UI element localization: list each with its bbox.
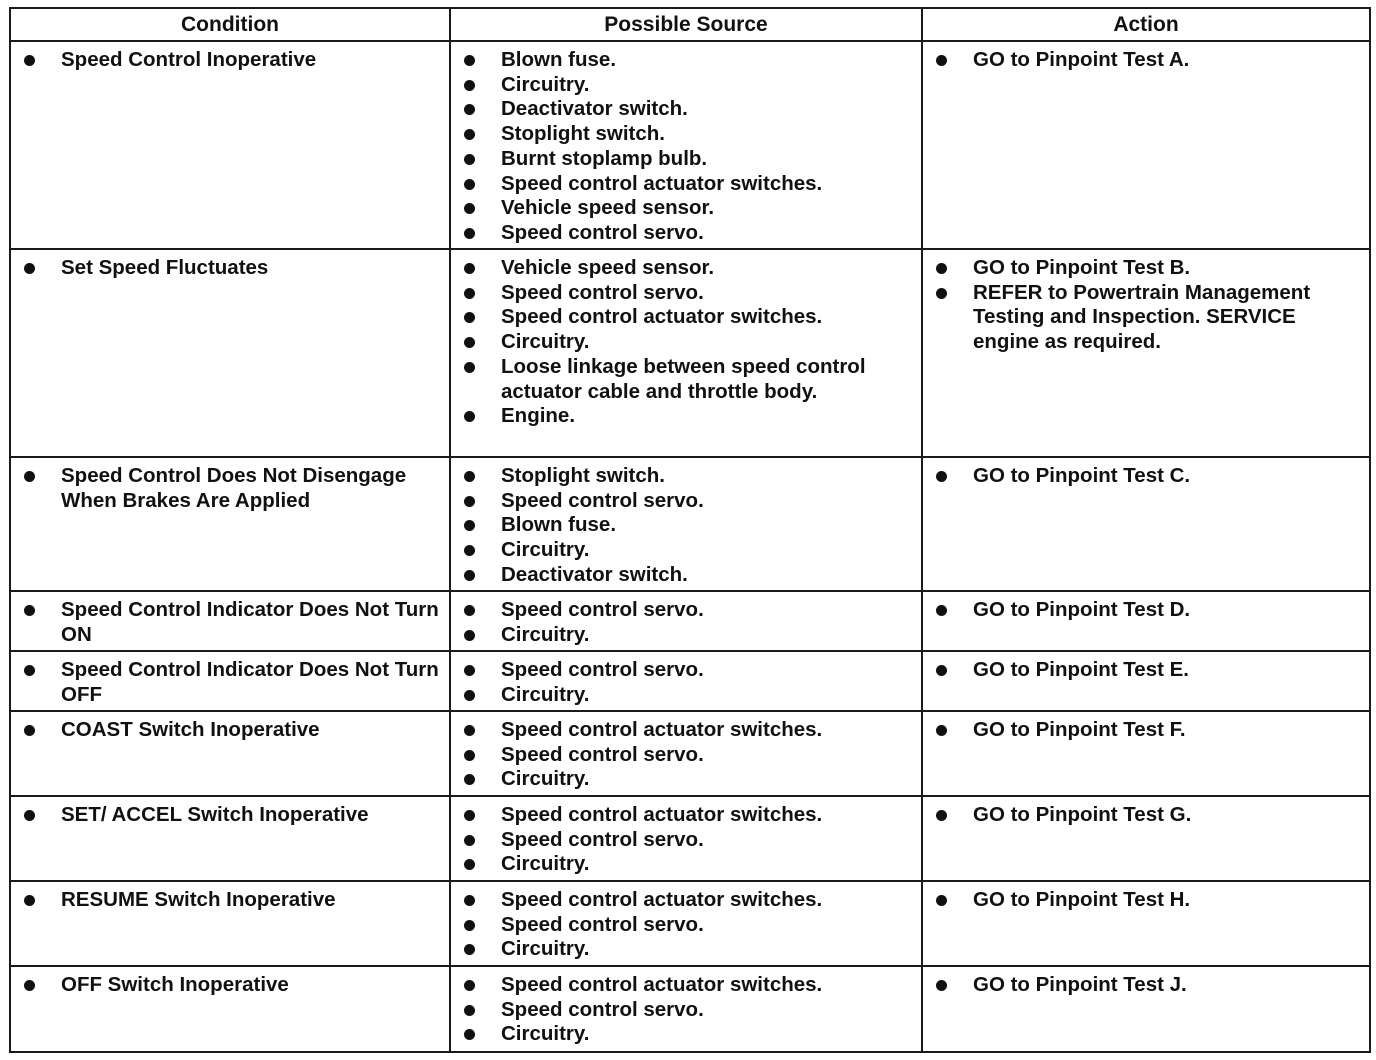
source-item: Deactivator switch.: [461, 563, 917, 588]
source-item: Engine.: [461, 404, 917, 429]
source-item: Speed control actuator switches.: [461, 305, 917, 330]
action-item: GO to Pinpoint Test J.: [933, 973, 1365, 998]
action-cell: [922, 591, 1370, 651]
table-row: [10, 881, 1370, 966]
bullet-list: [933, 888, 1365, 913]
source-item: Speed control actuator switches.: [461, 973, 917, 998]
source-item: Speed control servo.: [461, 743, 917, 768]
action-cell: [922, 651, 1370, 711]
bullet-list: [21, 888, 445, 913]
source-item: Blown fuse.: [461, 513, 917, 538]
source-item: Blown fuse.: [461, 48, 917, 73]
condition-cell: [10, 41, 450, 249]
header-action: Action: [922, 8, 1370, 41]
action-item: GO to Pinpoint Test H.: [933, 888, 1365, 913]
source-item: Circuitry.: [461, 937, 917, 962]
bullet-list: [933, 718, 1365, 743]
source-item: Speed control servo.: [461, 281, 917, 306]
bullet-list: [933, 48, 1365, 73]
table-row: [10, 41, 1370, 249]
condition-cell: [10, 966, 450, 1052]
possible-source-cell: [450, 249, 922, 457]
possible-source-cell: [450, 711, 922, 796]
condition-item: Set Speed Fluctuates: [21, 256, 445, 281]
condition-item: RESUME Switch Inoperative: [21, 888, 445, 913]
bullet-list: [933, 803, 1365, 828]
bullet-list: [461, 256, 917, 429]
source-item: Stoplight switch.: [461, 464, 917, 489]
source-item: Circuitry.: [461, 73, 917, 98]
source-item: Speed control servo.: [461, 913, 917, 938]
action-item: REFER to Powertrain Management Testing and Inspection. SERVICE engine as required.: [933, 281, 1365, 355]
table-row: [10, 249, 1370, 457]
condition-cell: [10, 881, 450, 966]
action-cell: [922, 41, 1370, 249]
table-row: [10, 966, 1370, 1052]
bullet-list: [21, 48, 445, 73]
table-row: [10, 651, 1370, 711]
action-item: GO to Pinpoint Test B.: [933, 256, 1365, 281]
source-item: Speed control actuator switches.: [461, 718, 917, 743]
bullet-list: [461, 598, 917, 647]
action-item: GO to Pinpoint Test G.: [933, 803, 1365, 828]
action-item: GO to Pinpoint Test A.: [933, 48, 1365, 73]
bullet-list: [21, 464, 445, 513]
source-item: Deactivator switch.: [461, 97, 917, 122]
source-item: Circuitry.: [461, 767, 917, 792]
condition-cell: [10, 796, 450, 881]
action-item: GO to Pinpoint Test D.: [933, 598, 1365, 623]
bullet-list: [933, 598, 1365, 623]
action-item: GO to Pinpoint Test F.: [933, 718, 1365, 743]
possible-source-cell: [450, 881, 922, 966]
condition-cell: [10, 711, 450, 796]
source-item: Circuitry.: [461, 683, 917, 708]
condition-cell: [10, 591, 450, 651]
bullet-list: [21, 256, 445, 281]
possible-source-cell: [450, 41, 922, 249]
condition-cell: [10, 249, 450, 457]
possible-source-cell: [450, 796, 922, 881]
source-item: Circuitry.: [461, 852, 917, 877]
diagnosis-table: [9, 7, 1371, 1053]
possible-source-cell: [450, 457, 922, 591]
action-cell: [922, 711, 1370, 796]
condition-cell: [10, 651, 450, 711]
source-item: Burnt stoplamp bulb.: [461, 147, 917, 172]
source-item: Speed control servo.: [461, 221, 917, 246]
condition-item: Speed Control Does Not Disengage When Brakes Are Applied: [21, 464, 445, 513]
bullet-list: [21, 803, 445, 828]
source-item: Speed control servo.: [461, 828, 917, 853]
action-item: GO to Pinpoint Test C.: [933, 464, 1365, 489]
condition-item: COAST Switch Inoperative: [21, 718, 445, 743]
condition-item: OFF Switch Inoperative: [21, 973, 445, 998]
header-row: [10, 8, 1370, 41]
bullet-list: [461, 48, 917, 246]
bullet-list: [461, 803, 917, 877]
possible-source-cell: [450, 591, 922, 651]
possible-source-cell: [450, 651, 922, 711]
table-row: [10, 796, 1370, 881]
bullet-list: [933, 973, 1365, 998]
source-item: Vehicle speed sensor.: [461, 256, 917, 281]
bullet-list: [21, 658, 445, 707]
condition-item: Speed Control Indicator Does Not Turn ON: [21, 598, 445, 647]
source-item: Speed control servo.: [461, 998, 917, 1023]
source-item: Speed control servo.: [461, 598, 917, 623]
table-row: [10, 591, 1370, 651]
bullet-list: [933, 464, 1365, 489]
bullet-list: [21, 598, 445, 647]
action-cell: [922, 881, 1370, 966]
source-item: Loose linkage between speed control actuator cable and throttle body.: [461, 355, 917, 404]
bullet-list: [461, 658, 917, 707]
bullet-list: [461, 888, 917, 962]
source-item: Speed control servo.: [461, 658, 917, 683]
bullet-list: [933, 658, 1365, 683]
source-item: Vehicle speed sensor.: [461, 196, 917, 221]
condition-item: SET/ ACCEL Switch Inoperative: [21, 803, 445, 828]
table-row: [10, 457, 1370, 591]
action-cell: [922, 457, 1370, 591]
source-item: Circuitry.: [461, 538, 917, 563]
header-possible-source: Possible Source: [450, 8, 922, 41]
source-item: Stoplight switch.: [461, 122, 917, 147]
source-item: Speed control actuator switches.: [461, 172, 917, 197]
possible-source-cell: [450, 966, 922, 1052]
bullet-list: [461, 718, 917, 792]
source-item: Speed control actuator switches.: [461, 888, 917, 913]
bullet-list: [461, 464, 917, 588]
header-condition: Condition: [10, 8, 450, 41]
condition-cell: [10, 457, 450, 591]
source-item: Speed control actuator switches.: [461, 803, 917, 828]
condition-item: Speed Control Inoperative: [21, 48, 445, 73]
condition-item: Speed Control Indicator Does Not Turn OFF: [21, 658, 445, 707]
source-item: Circuitry.: [461, 1022, 917, 1047]
bullet-list: [21, 718, 445, 743]
source-item: Speed control servo.: [461, 489, 917, 514]
bullet-list: [21, 973, 445, 998]
bullet-list: [933, 256, 1365, 355]
action-cell: [922, 249, 1370, 457]
table-body: [10, 41, 1370, 1052]
bullet-list: [461, 973, 917, 1047]
source-item: Circuitry.: [461, 623, 917, 648]
source-item: Circuitry.: [461, 330, 917, 355]
action-cell: [922, 966, 1370, 1052]
action-cell: [922, 796, 1370, 881]
table-row: [10, 711, 1370, 796]
action-item: GO to Pinpoint Test E.: [933, 658, 1365, 683]
